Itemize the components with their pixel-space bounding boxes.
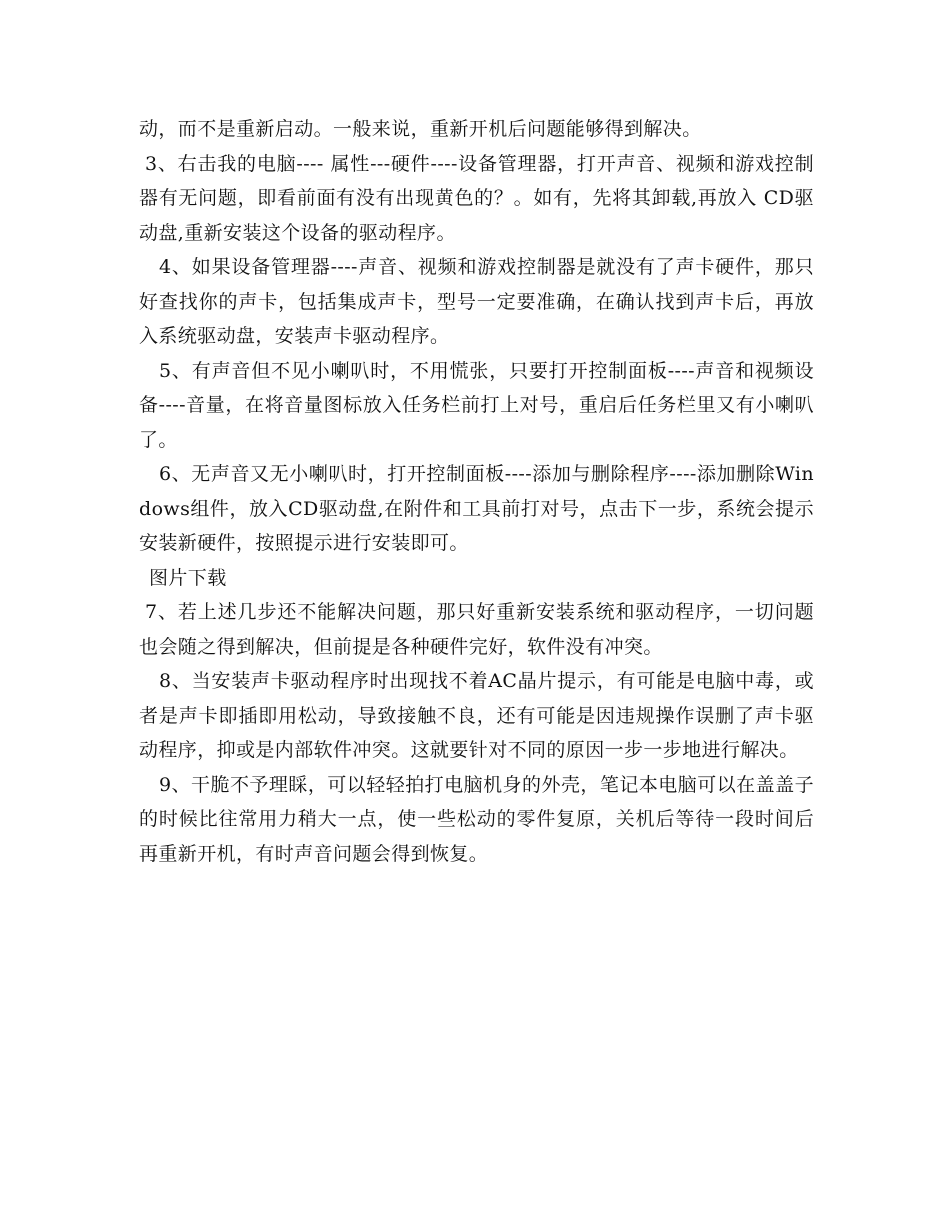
image-download-caption: 图片下载 (149, 566, 227, 589)
paragraph-step-8: 8、当安装声卡驱动程序时出现找不着AC晶片提示，有可能是电脑中毒，或者是声卡即插即用松动，导致接触不良，还有可能是因违规操作误删了声卡驱动程序，抑或是内部软件冲突。这就要针对不同的原因一步一步地进行解决。 (139, 670, 814, 761)
document-body (139, 112, 814, 871)
paragraph-step-6: 6、无声音又无小喇叭时，打开控制面板----添加与删除程序----添加删除Windows组件，放入CD驱动盘,在附件和工具前打对号，点击下一步，系统会提示安装新硬件，按照提示进行安装即可。 (139, 463, 814, 554)
paragraph-step-7: 7、若上述几步还不能解决问题，那只好重新安装系统和驱动程序，一切问题也会随之得到解决，但前提是各种硬件完好，软件没有冲突。 (139, 601, 814, 658)
paragraph-step-4: 4、如果设备管理器----声音、视频和游戏控制器是就没有了声卡硬件，那只好查找你的声卡，包括集成声卡，型号一定要准确，在确认找到声卡后，再放入系统驱动盘，安装声卡驱动程序。 (139, 256, 814, 347)
paragraph-step-9: 9、干脆不予理睬，可以轻轻拍打电脑机身的外壳，笔记本电脑可以在盖盖子的时候比往常用力稍大一点，使一些松动的零件复原，关机后等待一段时间后再重新开机，有时声音问题会得到恢复。 (139, 773, 814, 865)
paragraph-step-5: 5、有声音但不见小喇叭时，不用慌张，只要打开控制面板----声音和视频设备----音量，在将音量图标放入任务栏前打上对号，重启后任务栏里又有小喇叭了。 (139, 359, 814, 451)
paragraph-continuation: 动，而不是重新启动。一般来说，重新开机后问题能够得到解决。 (139, 118, 702, 140)
paragraph-step-3: 3、右击我的电脑---- 属性---硬件----设备管理器，打开声音、视频和游戏控制器有无问题，即看前面有没有出现黄色的？。如有，先将其卸载,再放入 CD驱动盘,重新安装这个设备的驱动程序。 (139, 152, 814, 244)
